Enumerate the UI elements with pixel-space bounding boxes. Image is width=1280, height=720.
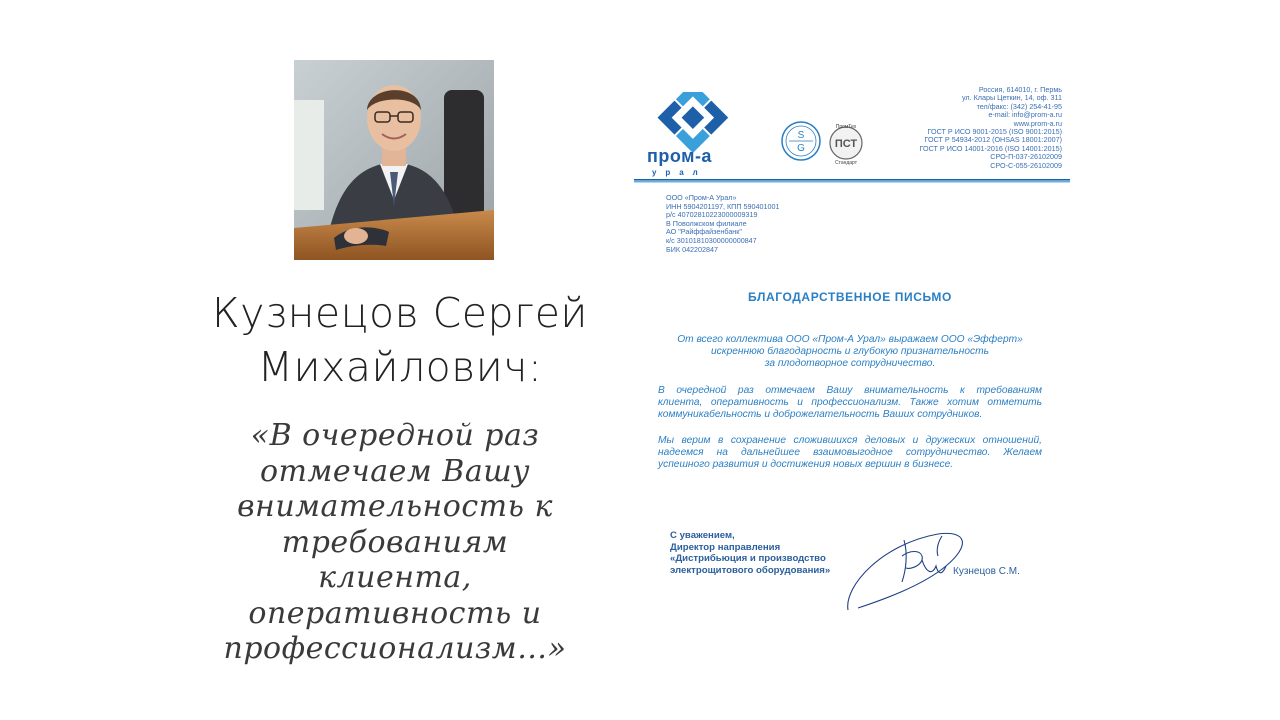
signer-name: Кузнецов С.М. — [953, 566, 1020, 577]
paragraph-line: успешного развития и достижения новых вершин в бизнесе. — [658, 459, 954, 470]
requisite-line: ИНН 5904201197, КПП 590401001 — [666, 201, 780, 211]
letter-paragraph-1 — [658, 385, 1042, 421]
quote-line: отмечаем Вашу — [259, 453, 531, 489]
contact-line: www.prom-a.ru — [1013, 118, 1062, 128]
person-name-line: Кузнецов Сергей — [212, 289, 588, 337]
promtech-standard-badge-icon — [826, 120, 866, 166]
testimonial-quote — [200, 418, 590, 667]
thank-you-letter — [630, 80, 1070, 640]
closing-line: электрощитового оборудования» — [670, 564, 831, 576]
quote-line: «В очередной раз — [250, 418, 540, 453]
person-name-line: Михайлович: — [257, 343, 543, 391]
requisite-line: В Поволжском филиале — [666, 218, 747, 228]
requisite-line: ООО «Пром-А Урал» — [666, 193, 737, 202]
cert-mark: ПСТ — [834, 138, 858, 150]
cert-top-text: ПромТех — [835, 124, 857, 130]
company-contacts — [920, 86, 1063, 170]
paragraph-line: коммуникабельность и доброжелательность Ваших сотрудников. — [658, 409, 983, 420]
letter-title: БЛАГОДАРСТВЕННОЕ ПИСЬМО — [748, 290, 952, 304]
letter-intro — [630, 334, 1070, 370]
requisite-line: р/с 40702810223000009319 — [666, 210, 758, 220]
person-name — [160, 286, 640, 394]
company-brand-subtitle: урал — [652, 168, 707, 177]
contact-line: ГОСТ Р ИСО 14001-2016 (ISO 14001:2015) — [919, 143, 1062, 153]
intro-line: От всего коллектива ООО «Пром-А Урал» выражаем ООО «Эфферт» — [677, 334, 1023, 345]
contact-line: тел/факс: (342) 254-41-95 — [976, 101, 1062, 111]
intro-line: искреннюю благодарность и глубокую признательность — [711, 346, 989, 357]
paragraph-line: В очередной раз отмечаем Вашу внимательность к требованиям — [658, 385, 1042, 396]
requisite-line: АО "Райффайзенбанк" — [666, 227, 742, 237]
letterhead-divider — [634, 170, 1070, 174]
contact-line: ГОСТ Р 54934-2012 (OHSAS 18001:2007) — [924, 135, 1062, 145]
certification-badge-icon — [778, 120, 824, 166]
person-photo — [294, 60, 494, 260]
paragraph-line: клиента, оперативность и профессионализм. Также хотим отметить — [658, 397, 1042, 408]
cert-bottom-text: Стандарт — [834, 160, 858, 166]
company-requisites — [666, 194, 779, 254]
contact-line: ул. Клары Цеткин, 14, оф. 311 — [961, 93, 1062, 103]
closing-line: Директор направления — [670, 541, 781, 553]
paragraph-line: Мы верим в сохранение сложившихся деловых и дружеских отношений, — [658, 435, 1042, 446]
closing-line: «Дистрибьюция и производство — [670, 553, 826, 564]
contact-line: СРО-П-037-26102009 — [990, 152, 1062, 162]
contact-line: СРО-С-055-26102009 — [990, 160, 1062, 170]
cert-letter-s: S — [797, 130, 805, 141]
requisite-line: БИК 042202847 — [666, 244, 719, 254]
quote-line: профессионализм…» — [223, 631, 567, 666]
intro-line: за плодотворное сотрудничество. — [764, 358, 936, 369]
closing-line: С уважением, — [670, 530, 735, 541]
letter-paragraph-2 — [658, 435, 1042, 471]
company-brand-name: пром-а — [647, 146, 712, 166]
quote-line: требованиям клиента, — [281, 524, 509, 595]
requisite-line: к/с 30101810300000000847 — [666, 235, 757, 245]
cert-letter-g: G — [797, 143, 805, 154]
contact-line: ГОСТ Р ИСО 9001-2015 (ISO 9001:2015) — [927, 127, 1062, 137]
quote-line: оперативность и — [248, 595, 542, 631]
quote-line: внимательность к — [237, 489, 553, 524]
paragraph-line: надеемся на дальнейшее взаимовыгодное сотрудничество. Желаем — [658, 447, 1042, 458]
letter-closing — [670, 530, 830, 576]
contact-line: e-mail: info@prom-a.ru — [988, 110, 1062, 120]
contact-line: Россия, 614010, г. Пермь — [978, 85, 1062, 94]
